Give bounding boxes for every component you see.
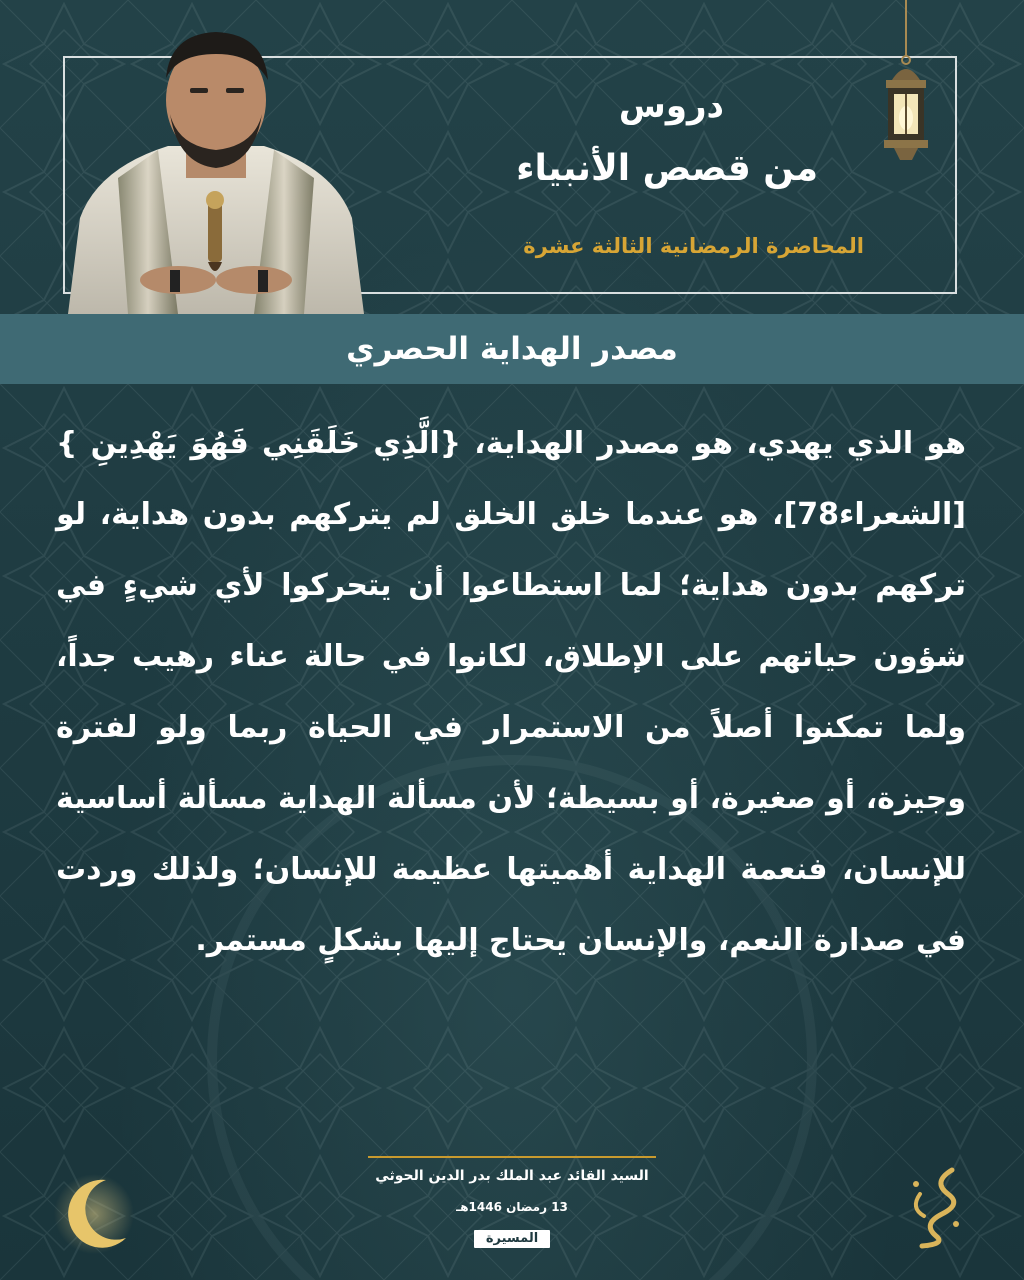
crescent-moon-icon [54, 1172, 134, 1256]
lecture-subtitle: المحاضرة الرمضانية الثالثة عشرة [523, 234, 864, 258]
series-title-line1: دروس [618, 86, 724, 126]
section-heading-band [0, 314, 1024, 384]
speaker-name: السيد القائد عبد الملك بدر الدين الحوثي [375, 1168, 649, 1184]
speaker-portrait [58, 18, 374, 314]
ramadan-calligraphy-icon [902, 1164, 968, 1250]
channel-logo: المسيرة [474, 1230, 550, 1248]
lantern-icon [872, 0, 940, 168]
footer-divider [368, 1156, 656, 1158]
body-paragraph: هو الذي يهدي، هو مصدر الهداية، {الَّذِي خَلَقَنِي فَهُوَ يَهْدِينِ }[الشعراء78]، هو عندما خلق الخلق لم يتركهم بدون هداية، لو تركهم بدون هداية؛ لما استطاعوا أن يتحركوا لأي شيءٍ في شؤون حياتهم على الإطلاق، لكانوا في حالة عناء رهيب جداً، ولما تمكنوا أصلاً من الاستمرار في الحياة ربما ولو لفترة وجيزة، أو صغيرة، أو بسيطة؛ لأن مسألة الهداية مسألة أساسية للإنسان، فنعمة الهداية أهميتها عظيمة للإنسان؛ ولذلك وردت في صدارة النعم، والإنسان يحتاج إليها بشكلٍ مستمر. [56, 426, 966, 958]
section-heading: مصدر الهداية الحصري [346, 331, 678, 367]
lecture-date: 13 رمضان 1446هـ [456, 1200, 568, 1214]
series-title-line2: من قصص الأنبياء [516, 148, 818, 189]
